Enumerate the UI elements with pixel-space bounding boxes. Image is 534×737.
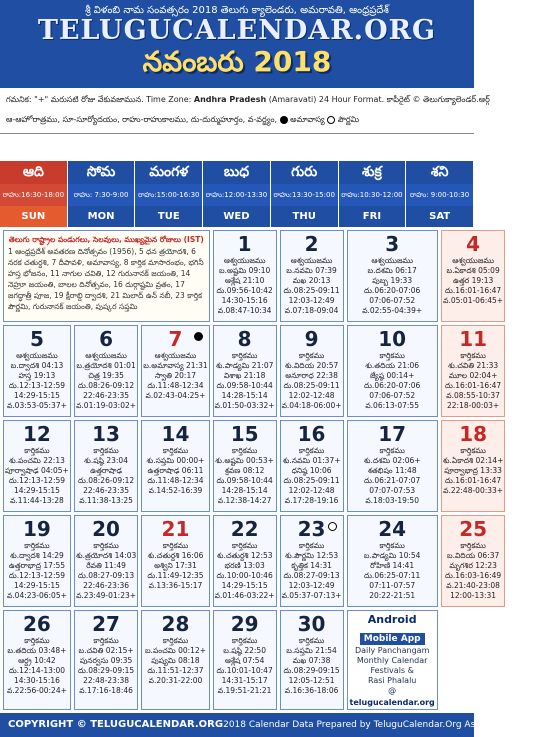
day-varjyam: వ.11:38-13:25 — [79, 496, 133, 505]
day-varjyam: వ.03:53-05:37+ — [6, 401, 67, 410]
month-title: నవంబరు 2018 — [142, 45, 332, 78]
day-tithi: బ.ఏకాదశి 05:09 — [446, 266, 500, 275]
day-number: 22 — [230, 517, 259, 541]
full-moon-icon — [328, 522, 337, 531]
day-tithi: బ.పంచమి 00:12+ — [144, 646, 206, 655]
weekday-english: SAT — [406, 206, 473, 227]
weekday-rahu: రాహు:15:00-16:30 — [135, 184, 202, 206]
day-number: 18 — [459, 422, 488, 446]
day-durmuhurtham: దు.11:48-12:34 — [147, 381, 204, 390]
day-cell-3[interactable] — [347, 230, 438, 322]
day-number: 11 — [459, 327, 488, 351]
day-line-5: 14:30-15:16 — [221, 296, 268, 305]
day-durmuhurtham: దు.16:01-16:47 — [445, 286, 502, 295]
day-tithi: బ.దశమి 06:17 — [367, 266, 417, 275]
day-line-5: 12:02-12:48 — [288, 486, 335, 495]
day-cell-9[interactable] — [280, 325, 344, 417]
day-line-5: 14:28-15:14 — [221, 391, 268, 400]
day-number: 26 — [23, 612, 51, 636]
day-tithi: శు.పాడ్యమి 21:07 — [215, 361, 274, 370]
day-number: 3 — [385, 232, 400, 256]
day-nakshatra: మూల 02:04+ — [448, 371, 498, 380]
day-month: ఆశ్వయుజము — [371, 256, 413, 265]
day-nakshatra: ధనిష్ఠ 10:06 — [291, 466, 332, 475]
weekday-mon — [68, 161, 136, 227]
new-moon-icon — [280, 116, 288, 124]
day-cell-4[interactable] — [441, 230, 506, 322]
day-line-5: 22:46-23:35 — [83, 486, 130, 495]
day-cell-29[interactable] — [213, 610, 277, 710]
day-durmuhurtham: దు.09:58-10:44 — [216, 381, 273, 390]
day-number: 13 — [92, 422, 120, 446]
day-line-5: 22:46-23:36 — [83, 581, 130, 590]
day-number: 8 — [237, 327, 252, 351]
weekday-telugu: శుక్ర — [339, 161, 406, 184]
day-month: కార్తికము — [379, 541, 405, 550]
day-cell-10[interactable] — [347, 325, 438, 417]
day-month: కార్తికము — [460, 446, 486, 455]
day-nakshatra: ఉత్తరాభాద్ర 17:55 — [8, 561, 66, 570]
day-month: కార్తికము — [162, 446, 189, 455]
day-line-5: 14:29-15:15 — [221, 581, 268, 590]
day-tithi: బ.నవమి 07:39 — [286, 266, 337, 275]
day-month: ఆశ్వయుజము — [16, 351, 58, 360]
day-cell-19[interactable] — [3, 515, 71, 607]
day-tithi: శు.సప్తమి 00:00+ — [146, 456, 205, 465]
day-month: కార్తికము — [379, 351, 405, 360]
day-line-5: 12:05-12:51 — [288, 676, 335, 685]
note-row-legend — [6, 110, 468, 130]
day-varjyam: వ.02:43-04:25+ — [145, 391, 206, 400]
full-moon-icon — [327, 116, 335, 124]
day-nakshatra: పుష్యమి 08:18 — [151, 656, 200, 665]
day-tithi: బ.షష్ఠి 22:50 — [223, 646, 266, 655]
day-varjyam: వ.12:38-14:27 — [217, 496, 272, 505]
legend-pournami: పౌర్ణమి — [337, 115, 360, 124]
day-number: 27 — [92, 612, 120, 636]
day-nakshatra: అనూరాధ 22:38 — [285, 371, 338, 380]
day-nakshatra: స్వాతి 20:17 — [154, 371, 196, 380]
weekday-rahu: రాహు:10:30-12:00 — [339, 184, 406, 206]
day-number: 24 — [378, 517, 407, 541]
day-nakshatra: చిత్ర 19:35 — [88, 371, 124, 380]
day-varjyam: వ.13:36-15:17 — [148, 581, 203, 590]
day-durmuhurtham: దు.06:25-07:11 — [364, 571, 421, 580]
day-durmuhurtham: దు.12:13-12:59 — [8, 571, 66, 580]
day-cell-27[interactable] — [74, 610, 138, 710]
day-month: కార్తికము — [298, 446, 325, 455]
festivals-heading: తెలుగు రాష్ట్రాల పండుగలు, సెలవులు, ముఖ్యమైన రోజులు (IST) — [8, 235, 204, 244]
day-line-5: 14:29-15:15 — [13, 391, 60, 400]
day-durmuhurtham: దు.12:13-12:59 — [8, 476, 66, 485]
day-varjyam: వ.20:31-22:00 — [148, 676, 203, 685]
day-varjyam: వ.11:44-13:28 — [10, 496, 64, 505]
day-number: 9 — [304, 327, 319, 351]
day-number: 15 — [230, 422, 259, 446]
day-number: 10 — [378, 327, 407, 351]
day-number: 25 — [459, 517, 488, 541]
day-tithi: శు.చతుర్దశి 12:53 — [216, 551, 273, 560]
day-durmuhurtham: దు.08:27-09:13 — [283, 571, 340, 580]
weekday-thu — [271, 161, 339, 227]
day-number: 20 — [92, 517, 120, 541]
day-cell-17[interactable] — [347, 420, 438, 512]
new-moon-icon — [194, 332, 203, 341]
weekday-rahu: రాహు: 7:30-9:00 — [68, 184, 135, 206]
day-number: 5 — [29, 327, 44, 351]
day-varjyam: వ.22:48-00:33+ — [443, 486, 504, 495]
weekday-rahu: రాహు:16:30-18:00 — [0, 184, 67, 206]
day-varjyam: వ.08:55-10:37 — [446, 391, 500, 400]
app-badge[interactable]: Mobile App — [360, 633, 425, 645]
day-tithi: బ.తదియ 03:48+ — [7, 646, 67, 655]
day-varjyam: వ.06:13-07:55 — [365, 401, 419, 410]
day-tithi: బ.చవితి 02:15+ — [78, 646, 134, 655]
day-nakshatra: కృత్తిక 14:31 — [291, 561, 332, 570]
day-month: కార్తికము — [162, 636, 189, 645]
day-cell-1[interactable] — [213, 230, 277, 322]
day-cell-20[interactable] — [74, 515, 138, 607]
day-tithi: శు.పౌర్ణమి 12:53 — [285, 551, 339, 560]
day-nakshatra: ఆర్ద్ర 10:42 — [18, 656, 56, 665]
day-line-5: 12:02-12:48 — [288, 391, 335, 400]
app-title: Android — [367, 613, 417, 626]
app-at: @ — [388, 686, 397, 695]
day-durmuhurtham: దు.11:51-12:37 — [147, 666, 204, 675]
android-app-box[interactable] — [347, 610, 438, 710]
day-line-5: 07:06-07:52 — [369, 296, 416, 305]
day-durmuhurtham: దు.08:25-09:11 — [283, 286, 340, 295]
day-durmuhurtham: దు.06:20-07:06 — [364, 381, 421, 390]
day-cell-28[interactable] — [141, 610, 209, 710]
day-durmuhurtham: దు.08:26-09:12 — [77, 476, 135, 485]
day-varjyam: వ.04:23-06:05+ — [6, 591, 67, 600]
day-tithi: శు.చవితి 21:33 — [448, 361, 499, 370]
day-tithi: బ.త్రయోదశి 01:01 — [76, 361, 136, 370]
day-cell-2[interactable] — [280, 230, 344, 322]
festivals-list: 1 ఆంధ్రప్రదేశ్ అవతరణ దినోత్సవం (1956), 5 ధన త్రయోదశి, 6 నరక చతుర్దశి, 7 దీపావళి, అమావాస్య, 8 కార్తిక మాసారంభం, భగినీ హస్త భోజనం, 11 నాగుల చవితి, 12 గురునానక్ జయంతి, 14 నెహ్రూ జయంతి, బాలల దినోత్సవం, 16 దుర్గాష్టమి వ్రతం, 17 జగద్ధాత్రీ పూజ, 19 క్షీరాబ్ది ద్వాదశి, 21 మిలాద్ ఉన్ నబీ, 23 కార్తిక పౌర్ణమి, గురునానక్ జయంతి, పుష్కర సప్తమి — [8, 247, 204, 311]
weekday-telugu: శని — [406, 161, 473, 184]
app-url-link[interactable]: telugucalendar.org — [349, 698, 435, 707]
day-durmuhurtham: దు.08:27-09:13 — [77, 571, 135, 580]
legend-text: ఆ-ఆహోరాత్రము, సూ-సూర్యోదయం, రాహు-రాహుకాలము, దు-దుర్ముహూర్తం, వ-వర్జ్యం, — [6, 115, 278, 124]
day-nakshatra: మఖ 20:13 — [292, 276, 331, 285]
timezone-label: Time Zone: — [146, 95, 192, 104]
day-nakshatra: పునర్వసు 09:35 — [79, 656, 133, 665]
header-banner — [0, 0, 474, 88]
day-number: 29 — [230, 612, 259, 636]
day-durmuhurtham: దు.10:01-10:47 — [216, 666, 273, 675]
weekday-telugu: గురు — [271, 161, 338, 184]
day-month: ఆశ్వయుజము — [290, 256, 333, 265]
weekday-sat — [406, 161, 474, 227]
day-tithi: శు.త్రయోదశి 14:03 — [75, 551, 137, 560]
day-varjyam: వ.14:52-16:39 — [148, 486, 203, 495]
day-cell-15[interactable] — [213, 420, 277, 512]
day-varjyam: వ.01:50-03:32+ — [214, 401, 275, 410]
weekday-telugu: బుధ — [203, 161, 270, 184]
weekday-english: MON — [68, 206, 135, 227]
day-cell-7[interactable] — [141, 325, 209, 417]
app-feature: Rasi Phalalu — [367, 676, 417, 685]
day-varjyam: వ.04:18-06:00+ — [281, 401, 342, 410]
day-durmuhurtham: దు.08:29-09:15 — [77, 666, 135, 675]
day-number: 6 — [99, 327, 114, 351]
day-line-5: 14:29-15:15 — [13, 581, 60, 590]
day-tithi: శు.నవమి 01:37+ — [282, 456, 341, 465]
day-month: ఆశ్వయుజము — [223, 256, 266, 265]
weekday-header — [0, 161, 474, 227]
day-line-5: 22:46-23:35 — [83, 391, 130, 400]
day-month: కార్తికము — [93, 636, 119, 645]
day-varjyam: వ.07:18-09:04 — [284, 306, 339, 315]
day-varjyam: వ.21:40-23:08 — [446, 581, 500, 590]
day-tithi: శు.దశమి 02:06+ — [363, 456, 421, 465]
day-varjyam: వ.08:47-10:34 — [217, 306, 272, 315]
day-line-5: 07:06-07:52 — [369, 391, 416, 400]
day-month: కార్తికము — [379, 446, 405, 455]
day-month: కార్తికము — [231, 351, 258, 360]
day-number: 16 — [297, 422, 326, 446]
day-durmuhurtham: దు.16:01-16:47 — [445, 381, 502, 390]
app-feature: Monthly Calendar — [356, 656, 428, 665]
day-tithi: శు.అష్టమి 00:53+ — [215, 456, 274, 465]
day-number: 1 — [237, 232, 252, 256]
day-durmuhurtham: దు.09:56-10:42 — [216, 286, 273, 295]
day-line-5: 14:29-15:15 — [13, 486, 60, 495]
notes-bar — [0, 88, 490, 134]
day-number: 23 — [297, 517, 326, 541]
day-varjyam: వ.02:55-04:39+ — [362, 306, 423, 315]
day-tithi: బ.పాడ్యమి 10:54 — [363, 551, 421, 560]
day-tithi: శు.విదియ 20:57 — [284, 361, 339, 370]
day-number: 2 — [304, 232, 319, 256]
day-cell-16[interactable] — [280, 420, 344, 512]
day-durmuhurtham: దు.12:13-12:59 — [8, 381, 66, 390]
day-durmuhurtham: దు.16:03-16:49 — [445, 571, 502, 580]
footer-credit: 2018 Calendar Data Prepared by TeluguCalendar.Org Astrology Team — [223, 720, 534, 730]
day-line-5: 12:03-12:49 — [288, 581, 335, 590]
day-varjyam: వ.01:46-03:22+ — [214, 591, 275, 600]
day-line-5: 14:28-15:14 — [221, 486, 268, 495]
day-cell-14[interactable] — [141, 420, 209, 512]
day-cell-18[interactable] — [441, 420, 506, 512]
day-tithi: బ.సప్తమి 21:54 — [286, 646, 337, 655]
legend-amavasya: అమావాస్య — [290, 115, 325, 124]
day-tithi: శు.చతుర్దశి 16:06 — [147, 551, 204, 560]
day-durmuhurtham: దు.10:00-10:46 — [216, 571, 273, 580]
day-cell-11[interactable] — [441, 325, 506, 417]
day-durmuhurtham: దు.09:58-10:44 — [216, 476, 273, 485]
weekday-fri — [339, 161, 407, 227]
day-tithi: శు.ద్వాదశి 14:29 — [10, 551, 64, 560]
day-number: 7 — [168, 327, 183, 351]
day-durmuhurtham: దు.11:48-12:34 — [147, 476, 204, 485]
day-varjyam: 20:22-21:51 — [369, 591, 416, 600]
day-varjyam: వ.05:37-07:13+ — [281, 591, 342, 600]
day-month: కార్తికము — [231, 541, 258, 550]
day-number: 19 — [23, 517, 51, 541]
day-nakshatra: భరణి 13:03 — [224, 561, 265, 570]
calendar-grid — [0, 227, 504, 713]
year-subtitle: శ్రీ విళంబి నామ సంవత్సరం 2018 తెలుగు క్యాలెండరు, అమరావతి, ఆంధ్రప్రదేశ్ — [85, 5, 389, 16]
day-cell-8[interactable] — [213, 325, 277, 417]
day-cell-24[interactable] — [347, 515, 438, 607]
day-line-5: 07:11-07:57 — [369, 581, 416, 590]
app-feature: Daily Panchangam — [354, 646, 430, 655]
day-number: 21 — [161, 517, 190, 541]
day-varjyam: వ.16:36-18:06 — [284, 686, 339, 695]
day-month: కార్తికము — [231, 636, 258, 645]
day-month: కార్తికము — [298, 541, 325, 550]
day-varjyam: వ.19:51-21:21 — [217, 686, 272, 695]
day-tithi: బ.విదియ 06:37 — [446, 551, 500, 560]
day-cell-6[interactable] — [74, 325, 138, 417]
day-nakshatra: పూర్వాషాఢ 04:05+ — [5, 466, 69, 475]
day-line-6: 12:00-13:31 — [450, 591, 497, 600]
note-row-timezone — [6, 90, 490, 110]
day-cell-30[interactable] — [280, 610, 344, 710]
day-cell-26[interactable] — [3, 610, 71, 710]
day-number: 4 — [466, 232, 481, 256]
day-month: కార్తికము — [93, 541, 119, 550]
day-nakshatra: మృగశిర 12:23 — [449, 561, 497, 570]
day-line-5: 22:48-23:38 — [83, 676, 130, 685]
timezone-value: Andhra Pradesh — [193, 95, 267, 104]
day-cell-22[interactable] — [213, 515, 277, 607]
day-number: 28 — [161, 612, 190, 636]
day-durmuhurtham: దు.08:25-09:11 — [283, 381, 340, 390]
day-cell-23[interactable] — [280, 515, 344, 607]
note-prefix: గమనిక: "+" మరుసటి రోజు వేకువజామున. — [6, 95, 144, 104]
day-nakshatra: పూర్వాభాద్ర 13:33 — [444, 466, 502, 475]
day-month: ఆశ్వయుజము — [154, 351, 197, 360]
day-month: ఆశ్వయుజము — [85, 351, 127, 360]
day-nakshatra: విశాఖ 21:18 — [223, 371, 266, 380]
day-month: కార్తికము — [460, 541, 486, 550]
day-month: కార్తికము — [298, 351, 325, 360]
day-number: 12 — [23, 422, 51, 446]
day-month: కార్తికము — [24, 541, 50, 550]
day-durmuhurtham: దు.06:20-07:06 — [364, 286, 421, 295]
day-durmuhurtham: దు.11:49-12:35 — [147, 571, 204, 580]
day-nakshatra: అశ్విని 17:31 — [154, 561, 197, 570]
weekday-rahu: రాహు:13:30-15:00 — [271, 184, 338, 206]
day-varjyam: వ.22:56-00:24+ — [6, 686, 67, 695]
day-durmuhurtham: దు.08:29-09:15 — [283, 666, 340, 675]
day-month: కార్తికము — [162, 541, 189, 550]
day-nakshatra: జ్యేష్ఠ 00:14+ — [369, 371, 415, 380]
day-tithi: బ.అష్టమి 09:10 — [218, 266, 271, 275]
weekday-english: WED — [203, 206, 270, 227]
day-line-5: 07:07-07:53 — [369, 486, 416, 495]
day-varjyam: వ.18:03-19:50 — [365, 496, 419, 505]
day-month: కార్తికము — [231, 446, 258, 455]
day-cell-12[interactable] — [3, 420, 71, 512]
footer-copyright: COPYRIGHT © TELUGUCALENDAR.ORG — [8, 719, 224, 730]
day-month: కార్తికము — [24, 446, 50, 455]
weekday-english: TUE — [135, 206, 202, 227]
day-nakshatra: హస్త 19:13 — [18, 371, 56, 380]
day-nakshatra: ఉత్తర 19:13 — [452, 276, 494, 285]
day-durmuhurtham: దు.16:01-16:47 — [445, 476, 502, 485]
day-nakshatra: రేవతి 11:49 — [86, 561, 126, 570]
weekday-wed — [203, 161, 271, 227]
footer-bar — [0, 713, 534, 737]
weekday-english: FRI — [339, 206, 406, 227]
day-tithi: శు.తదియ 21:06 — [365, 361, 420, 370]
weekday-rahu: రాహు: 9:00-10:30 — [406, 184, 473, 206]
day-cell-5[interactable] — [3, 325, 71, 417]
day-tithi: బ.ద్వాదశి 04:13 — [10, 361, 64, 370]
day-nakshatra: మఖ 07:38 — [292, 656, 331, 665]
weekday-rahu: రాహు:12:00-13:30 — [203, 184, 270, 206]
day-tithi: శు.పంచమి 22:13 — [8, 456, 65, 465]
weekday-sun — [0, 161, 68, 227]
day-nakshatra: పుబ్బ 19:33 — [372, 276, 413, 285]
day-cell-25[interactable] — [441, 515, 506, 607]
weekday-telugu: ఆది — [0, 161, 67, 184]
day-durmuhurtham: దు.12:14-13:00 — [8, 666, 66, 675]
day-tithi: శు.ఏకాదశి 02:14+ — [442, 456, 504, 465]
day-cell-13[interactable] — [74, 420, 138, 512]
day-nakshatra: ఉత్తరాషాఢ 06:11 — [147, 466, 204, 475]
day-month: కార్తికము — [460, 351, 486, 360]
day-durmuhurtham: దు.08:25-09:11 — [283, 476, 340, 485]
site-title[interactable]: TELUGUCALENDAR.ORG — [37, 15, 437, 46]
day-nakshatra: ఆశ్లేష 07:54 — [224, 656, 265, 665]
day-nakshatra: ఉత్తరాషాఢ — [90, 466, 123, 475]
day-nakshatra: రోహిణి 14:41 — [370, 561, 415, 570]
day-durmuhurtham: దు.06:21-07:07 — [364, 476, 421, 485]
day-durmuhurtham: దు.08:26-09:12 — [77, 381, 135, 390]
day-varjyam: వ.23:49-01:23+ — [76, 591, 137, 600]
day-month: ఆశ్వయుజము — [452, 256, 494, 265]
day-line-6: 22:18-00:03+ — [447, 401, 500, 410]
day-line-5: 14:31-15:17 — [221, 676, 268, 685]
day-varjyam: వ.17:28-19:16 — [284, 496, 339, 505]
note-suffix: (Amaravati) 24 Hour Format. కాపీరైట్ © తెలుగుక్యాలెండర్.ఆర్గ్ — [268, 95, 490, 104]
weekday-english: SUN — [0, 206, 67, 227]
weekday-telugu: సోమ — [68, 161, 135, 184]
app-feature: Festivals & — [370, 666, 414, 675]
day-number: 17 — [378, 422, 407, 446]
day-nakshatra: శతభిషం 11:48 — [367, 466, 417, 475]
day-nakshatra: శ్రవణ 08:12 — [224, 466, 265, 475]
weekday-english: THU — [271, 206, 338, 227]
day-line-5: 14:30-15:16 — [13, 676, 60, 685]
day-cell-21[interactable] — [141, 515, 209, 607]
day-month: కార్తికము — [298, 636, 325, 645]
day-month: కార్తికము — [93, 446, 119, 455]
day-month: కార్తికము — [24, 636, 50, 645]
day-number: 14 — [161, 422, 190, 446]
day-varjyam: వ.01:19-03:02+ — [76, 401, 137, 410]
weekday-telugu: మంగళ — [135, 161, 202, 184]
weekday-tue — [135, 161, 203, 227]
day-number: 30 — [297, 612, 326, 636]
day-nakshatra: ఆశ్లేష 21:10 — [224, 276, 265, 285]
day-tithi: బ.అమావాస్య 21:31 — [143, 361, 208, 370]
day-varjyam: వ.17:16-18:46 — [79, 686, 133, 695]
festivals-box — [3, 230, 210, 322]
day-tithi: శు.షష్ఠి 23:04 — [84, 456, 128, 465]
day-line-5: 12:03-12:49 — [288, 296, 335, 305]
day-varjyam: వ.05:01-06:45+ — [443, 296, 504, 305]
